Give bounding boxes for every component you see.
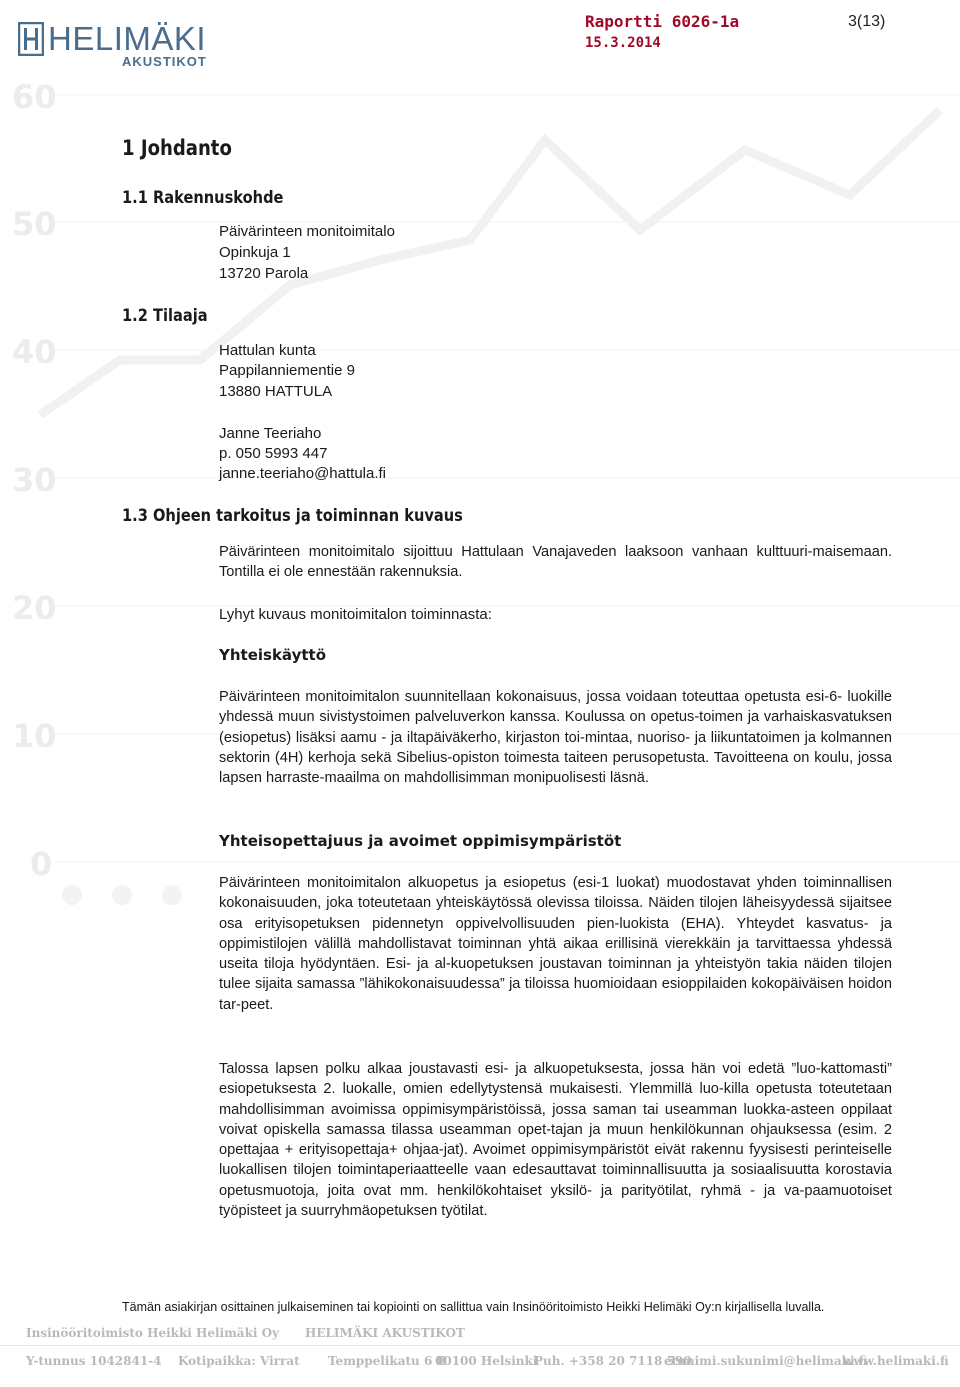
site-line: Päivärinteen monitoimitalo [219,223,395,240]
client-line: 13880 HATTULA [219,383,333,400]
footer-phone: Puh. +358 20 7118 590 [534,1354,692,1368]
heading-building-site: 1.1 Rakennuskohde [122,188,284,208]
watermark-dots [62,885,182,905]
heading-client: 1.2 Tilaaja [122,306,208,326]
watermark-axis-label: 40 [12,333,57,371]
contact-phone: p. 050 5993 447 [219,445,328,462]
shared-use-paragraph: Päivärinteen monitoimitalon suunnitellaan kokonaisuus, jossa voidaan toteuttaa opetusta esi-6- luokille yhdessä muun sivistystoimen palveluverkon kanssa. Koulussa on opetus-toimen ja varhaiskasvatuksen (esiopetus) lisäksi aamu - ja iltapäiväkerho, kirjaston toi-mintaa, nuoriso- ja liikuntatoimen ja kolmannen sektorin (4H) kerhoja sekä Sibelius-opiston toimesta taiteen perusopetusta. Tavoitteena on koulu, jossa lapsen harraste-maailma on mahdollisimman monipuolisesti läsnä. [219,689,892,787]
copyright-note: Tämän asiakirjan osittainen julkaiseminen tai kopiointi on sallittua vain Insinööritoimisto Heikki Helimäki Oy:n kirjallisella luvalla. [122,1300,825,1314]
watermark-axis-label: 0 [30,845,53,883]
logo-mark-icon [18,22,44,56]
co-teaching-paragraph-2: Talossa lapsen polku alkaa joustavasti esi- ja alkuopetuksesta, jossa hän voi edetä ”luo-kattomasti” esiopetuksesta 2. luokalle, omien edellytystensä mukaisesti. Ylemmillä luo-killa opetusta toteutetaan mahdollisimman avoimissa oppimisympäristöissä, jossa saman tai useamman luokka-asteen oppilaat voivat opiskella samassa tilassa useamman opet-tajan ja muun henkilökunnan ohjauksessa (esim. 2 opettajaa + erityisopettaja+ ohjaa-jat). Avoimet oppimisympäristöt eivät rakennu fyysisesti perinteiselle luokallisen tilojen toimintaperiaatteelle vaan edesauttavat toiminnallisuutta ja sosiaalisuutta korostavia opetusmuotoja, joita ovat mm. henkilökohtaiset yksilö- ja parityötilat, ryhmä - ja va-paamuotoiset työpisteet ja suurryhmäopetuksen työtilat. [219,1061,892,1220]
site-line: Opinkuja 1 [219,244,291,261]
purpose-lead: Lyhyt kuvaus monitoimitalon toiminnasta: [219,606,492,623]
watermark-axis-label: 10 [12,717,57,755]
watermark-axis-label: 30 [12,461,57,499]
footer-email: etunimi.sukunimi@helimaki.fi [664,1354,868,1368]
client-line: Pappilanniementie 9 [219,362,355,379]
watermark-axis-label: 60 [12,78,57,116]
footer-ytunnus: Y-tunnus 1042841-4 [26,1354,162,1368]
heading-purpose: 1.3 Ohjeen tarkoitus ja toiminnan kuvaus [122,506,463,526]
logo-name: HELIMÄKI [48,20,207,57]
footer-divider [0,1345,960,1346]
contact-email: janne.teeriaho@hattula.fi [219,465,387,482]
watermark-axis-label: 20 [12,589,57,627]
contact-name: Janne Teeriaho [219,425,322,442]
footer-company: Insinööritoimisto Heikki Helimäki Oy [26,1326,280,1340]
subheading-shared-use: Yhteiskäyttö [219,646,327,664]
footer-kotipaikka: Kotipaikka: Virrat [178,1354,300,1368]
heading-introduction: 1 Johdanto [122,136,232,160]
client-line: Hattulan kunta [219,342,316,359]
co-teaching-paragraph-1: Päivärinteen monitoimitalon alkuopetus ja esiopetus (esi-1 luokat) muodostavat yhden toiminnallisen kokonaisuuden, joka toteutetaan yhteiskäytössä olevissa tiloissa. Näiden tilojen läheisyydessä sijaitsee osa erityisopetuksen pidennetyn oppivelvollisuuden pien-luokista (EHA). Yhteydet kasvatus- ja oppimistilojen välillä mahdollistavat toiminnan yhtä aikaa erillisinä vierekkäin ja tarvittaessa yhdessä useita tiloja hyödyntäen. Esi- ja al-kuopetuksen joustavan toiminnan ja yhteistyön takia näiden tilojen tulee sijaita samassa ”lähikokonaisuudessa” ja tiloissa huomioidaan esioppilaiden kokopäiväisen hoidon tar-peet. [219,875,892,1013]
site-line: 13720 Parola [219,265,309,282]
footer-address: Temppelikatu 6 B [328,1354,447,1368]
footer-brand: HELIMÄKI AKUSTIKOT [305,1326,465,1340]
subheading-co-teaching: Yhteisopettajuus ja avoimet oppimisympäristöt [219,832,622,850]
page-number: 3(13) [848,13,886,30]
footer-city: 00100 Helsinki [435,1354,538,1368]
report-date: 15.3.2014 [585,35,661,51]
watermark-axis-label: 50 [12,205,57,243]
footer-web: www.helimaki.fi [843,1354,949,1368]
purpose-paragraph: Päivärinteen monitoimitalo sijoittuu Hattulaan Vanajaveden laaksoon vanhaan kulttuuri-maisemaan. Tontilla ei ole ennestään rakennuksia. [219,544,892,581]
logo-subtitle: AKUSTIKOT [122,54,207,69]
report-number: Raportti 6026-1a [585,12,740,31]
